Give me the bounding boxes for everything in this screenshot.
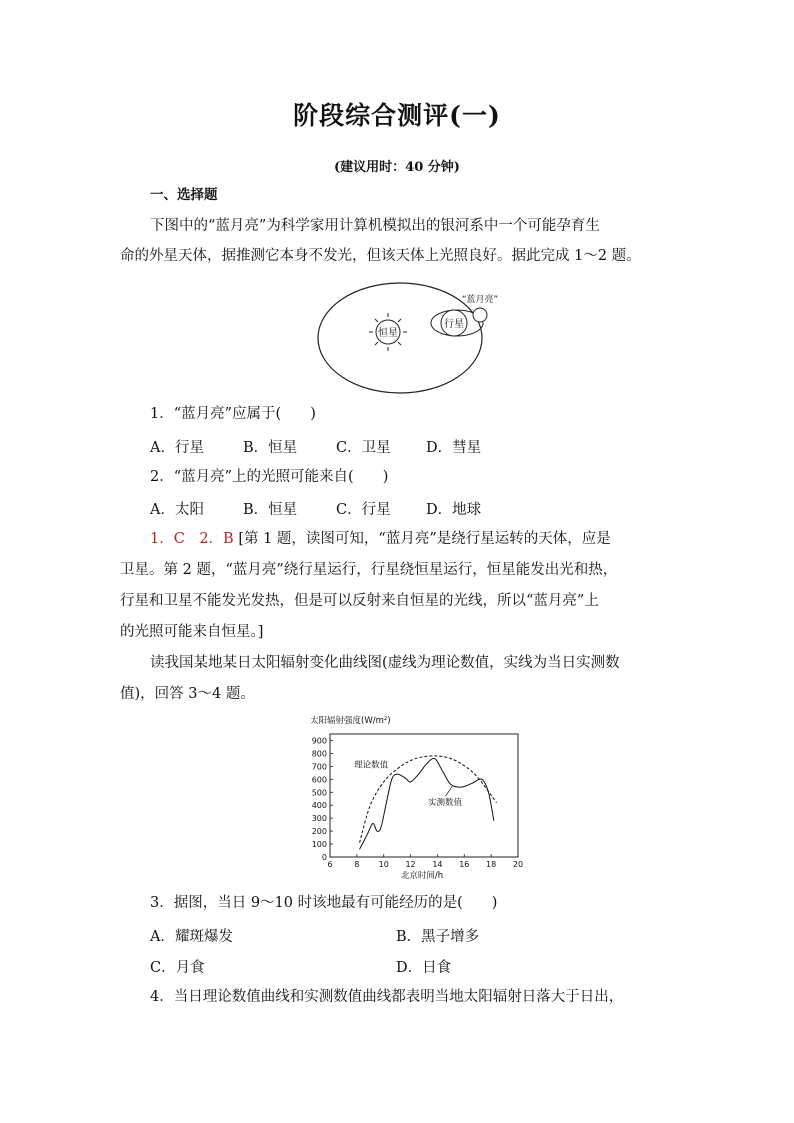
q1-option-c[interactable]: C．卫星 xyxy=(336,440,391,456)
star-orbit xyxy=(318,283,482,393)
y-tick-label: 500 xyxy=(311,788,327,798)
q3-option-c[interactable]: C．月食 xyxy=(150,960,205,976)
q2-option-d[interactable]: D．地球 xyxy=(426,502,482,518)
y-tick-label: 100 xyxy=(311,840,327,850)
q2-option-b[interactable]: B．恒星 xyxy=(243,502,298,518)
x-tick-label: 12 xyxy=(405,860,416,869)
section-heading: 一、选择题 xyxy=(150,187,218,203)
y-tick-label: 700 xyxy=(311,762,327,772)
answer-key: 1．C 2．B xyxy=(150,531,234,547)
planet-label: 行星 xyxy=(444,319,464,330)
answer-line-1 xyxy=(150,529,611,549)
y-tick-label: 600 xyxy=(311,775,327,785)
star-label: 恒星 xyxy=(378,328,398,339)
blue-moon-label: “蓝月亮” xyxy=(461,295,499,305)
intro34-line-1: 读我国某地某日太阳辐射变化曲线图(虚线为理论数值，实线为当日实测数 xyxy=(150,655,620,671)
q1-option-a[interactable]: A．行星 xyxy=(150,440,204,456)
y-tick-label: 800 xyxy=(311,749,327,759)
q1-option-b[interactable]: B．恒星 xyxy=(243,440,298,456)
answer-line-3: 行星和卫星不能发光发热，但是可以反射来自恒星的光线，所以“蓝月亮”上 xyxy=(120,593,599,609)
y-axis-label: 太阳辐射强度(W/m²) xyxy=(310,716,391,726)
q2-option-c[interactable]: C．行星 xyxy=(336,502,391,518)
answer-line-4: 的光照可能来自恒星。] xyxy=(120,624,264,640)
plot-frame xyxy=(330,734,518,857)
annotation-leader-line xyxy=(445,786,452,796)
annotation-theoretical: 理论数值 xyxy=(354,760,389,771)
series-line-measured xyxy=(360,758,494,849)
y-tick-label: 300 xyxy=(311,814,327,824)
q1-option-d[interactable]: D．彗星 xyxy=(426,440,482,456)
x-axis-label: 北京时间/h xyxy=(400,871,444,881)
answer-line-2: 卫星。第 2 题，“蓝月亮”绕行星运行，行星绕恒星运行，恒星能发出光和热， xyxy=(120,562,618,578)
q3-option-a[interactable]: A．耀斑爆发 xyxy=(150,929,233,945)
y-tick-label: 200 xyxy=(311,827,327,837)
x-tick-label: 18 xyxy=(486,860,497,869)
blue-moon-icon xyxy=(473,308,487,322)
intro-line-1: 下图中的“蓝月亮”为科学家用计算机模拟出的银河系中一个可能孕育生 xyxy=(150,218,600,234)
x-tick-label: 16 xyxy=(459,860,470,869)
q1-stem: 1．“蓝月亮”应属于( ) xyxy=(150,406,316,422)
intro-line-2: 命的外星天体，据推测它本身不发光，但该天体上光照良好。据此完成 1～2 题。 xyxy=(120,248,641,264)
x-tick-label: 20 xyxy=(512,860,524,869)
q3-option-b[interactable]: B．黑子增多 xyxy=(396,929,480,945)
page-title: 阶段综合测评(一) xyxy=(293,101,501,130)
q2-stem: 2．“蓝月亮”上的光照可能来自( ) xyxy=(150,469,389,485)
x-tick-label: 14 xyxy=(432,860,443,869)
solar-radiation-chart xyxy=(298,712,530,882)
q4-stem: 4．当日理论数值曲线和实测数值曲线都表明当地太阳辐射日落大于日出， xyxy=(150,989,624,1005)
x-tick-label: 10 xyxy=(378,860,389,869)
x-tick-label: 8 xyxy=(354,860,360,869)
intro34-line-2: 值)，回答 3～4 题。 xyxy=(120,686,255,702)
y-tick-label: 400 xyxy=(311,801,327,811)
x-tick-label: 6 xyxy=(327,860,333,869)
annotation-measured: 实测数值 xyxy=(428,798,463,809)
answer-explanation-1: [第 1 题，读图可知，“蓝月亮”是绕行星运转的天体，应是 xyxy=(238,531,611,547)
q2-option-a[interactable]: A．太阳 xyxy=(150,502,204,518)
q3-option-d[interactable]: D．日食 xyxy=(396,960,452,976)
q3-stem: 3．据图，当日 9～10 时该地最有可能经历的是( ) xyxy=(150,895,498,911)
orbit-diagram xyxy=(314,280,524,400)
y-tick-label: 900 xyxy=(311,736,327,746)
y-tick-label: 0 xyxy=(321,853,327,862)
suggested-time: (建议用时：40 分钟) xyxy=(334,160,460,175)
